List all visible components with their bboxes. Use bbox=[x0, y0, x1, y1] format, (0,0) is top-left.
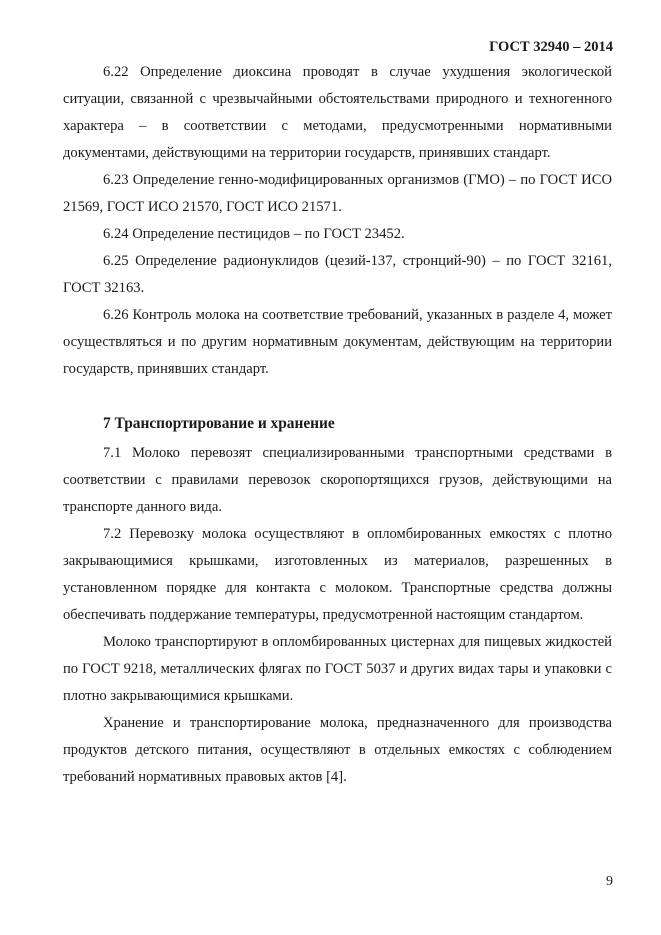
paragraph-7-2: 7.2 Перевозку молока осуществляют в опломбированных емкостях с плотно закрывающимися крышками, изготовленных из материалов, разрешенных в установленном порядке для контакта с молоком. Транспортные средства должны обеспечивать поддержание температуры, предусмотренной настоящим стандартом. bbox=[63, 526, 612, 623]
paragraph-6-24: 6.24 Определение пестицидов – по ГОСТ 23452. bbox=[103, 226, 405, 242]
page-number: 9 bbox=[606, 874, 613, 889]
paragraph-baby-food-milk-storage: Хранение и транспортирование молока, предназначенного для производства продуктов детского питания, осуществляют в отдельных емкостях с соблюдением требований нормативных правовых актов [4]. bbox=[63, 715, 612, 785]
section-heading-7: 7 Транспортирование и хранение bbox=[103, 415, 335, 432]
paragraph-6-26: 6.26 Контроль молока на соответствие требований, указанных в разделе 4, может осуществляться и по другим нормативным документам, действующим на территории государств, принявших стандарт. bbox=[63, 307, 612, 377]
page-content bbox=[63, 59, 612, 791]
document-header-standard: ГОСТ 32940 – 2014 bbox=[489, 39, 613, 55]
paragraph-6-25: 6.25 Определение радионуклидов (цезий-137, стронций-90) – по ГОСТ 32161, ГОСТ 32163. bbox=[63, 253, 612, 296]
paragraph-6-23: 6.23 Определение генно-модифицированных организмов (ГМО) – по ГОСТ ИСО 21569, ГОСТ ИСО 21570, ГОСТ ИСО 21571. bbox=[63, 172, 612, 215]
paragraph-6-22: 6.22 Определение диоксина проводят в случае ухудшения экологической ситуации, связанной с чрезвычайными обстоятельствами природного и техногенного характера – в соответствии с методами, предусмотренными нормативными документами, действующими на территории государств, принявших стандарт. bbox=[63, 64, 612, 161]
paragraph-milk-transport: Молоко транспортируют в опломбированных цистернах для пищевых жидкостей по ГОСТ 9218, металлических флягах по ГОСТ 5037 и других видах тары и упаковки с плотно закрывающимися крышками. bbox=[63, 634, 612, 704]
paragraph-7-1: 7.1 Молоко перевозят специализированными транспортными средствами в соответствии с правилами перевозок скоропортящихся грузов, действующими на транспорте данного вида. bbox=[63, 445, 612, 515]
